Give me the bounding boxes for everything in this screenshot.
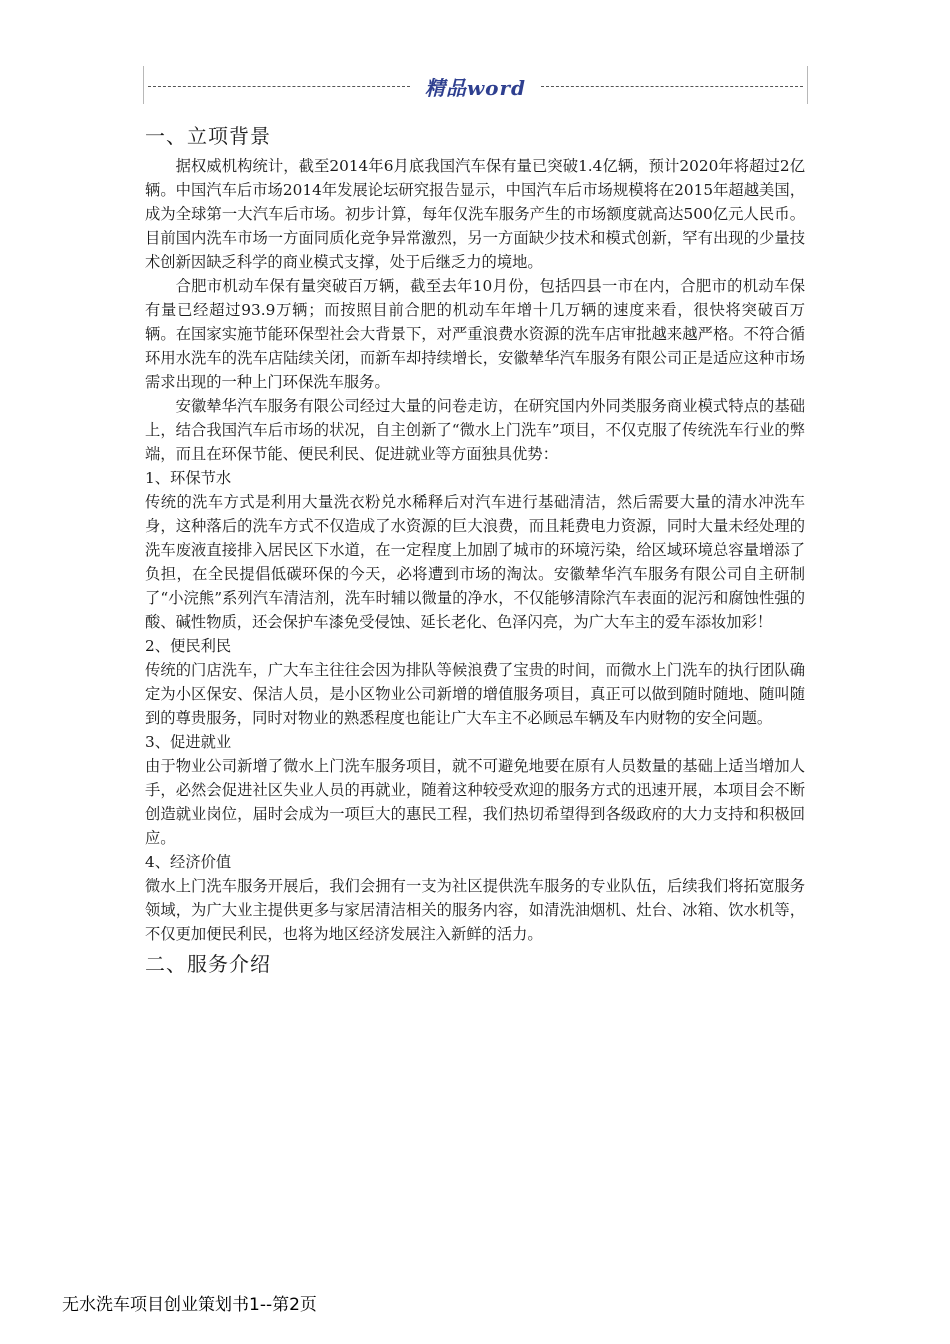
point-text-convenience: 传统的门店洗车，广大车主往往会因为排队等候浪费了宝贵的时间，而微水上门洗车的执行团队确定为小区保安、保洁人员，是小区物业公司新增的增值服务项目，真正可以做到随时随地、随叫随到的尊贵服务，同时对物业的熟悉程度也能让广大车主不必顾忌车辆及车内财物的安全问题。 bbox=[145, 661, 805, 727]
point-title-employment: 3、促进就业 bbox=[145, 733, 232, 751]
point-text-eco-water: 传统的洗车方式是利用大量洗衣粉兑水稀释后对汽车进行基础清洁，然后需要大量的清水冲洗车身，这种落后的洗车方式不仅造成了水资源的巨大浪费，而且耗费电力资源，同时大量未经处理的洗车废液直接排入居民区下水道，在一定程度上加剧了城市的环境污染，给区域环境总容量增添了负担，在全民提倡低碳环保的今天，必将遭到市场的淘汰。安徽辇华汽车服务有限公司自主研制了“小浣熊”系列汽车清洁剂，洗车时辅以微量的净水，不仅能够清除汽车表面的泥污和腐蚀性强的酸、碱性物质，还会保护车漆免受侵蚀、延长老化、色泽闪亮，为广大车主的爱车添妆加彩！ bbox=[145, 493, 805, 631]
header-title: 精品word bbox=[424, 76, 527, 100]
page-footer: 无水洗车项目创业策划书1--第2页 bbox=[62, 1295, 317, 1315]
point-text-economic-value: 微水上门洗车服务开展后，我们会拥有一支为社区提供洗车服务的专业队伍，后续我们将拓宽服务领域，为广大业主提供更多与家居清洁相关的服务内容，如清洗油烟机、灶台、冰箱、饮水机等，不仅更加便民利民，也将为地区经济发展注入新鲜的活力。 bbox=[145, 877, 805, 943]
header-dashed-line-right bbox=[541, 86, 803, 87]
background-paragraph-1: 据权威机构统计，截至2014年6月底我国汽车保有量已突破1.4亿辆，预计2020年将超过2亿辆。中国汽车后市场2014年发展论坛研究报告显示，中国汽车后市场规模将在2015年超越美国，成为全球第一大汽车后市场。初步计算，每年仅洗车服务产生的市场额度就高达500亿元人民币。目前国内洗车市场一方面同质化竞争异常激烈，另一方面缺少技术和模式创新，罕有出现的少量技术创新因缺乏科学的商业模式支撑，处于后继乏力的境地。 bbox=[145, 157, 805, 271]
background-paragraph-2: 合肥市机动车保有量突破百万辆，截至去年10月份，包括四县一市在内，合肥市的机动车保有量已经超过93.9万辆；而按照目前合肥的机动车年增十几万辆的速度来看，很快将突破百万辆。在国家实施节能环保型社会大背景下，对严重浪费水资源的洗车店审批越来越严格。不符合循环用水洗车的洗车店陆续关闭，而新车却持续增长，安徽辇华汽车服务有限公司正是适应这种市场需求出现的一种上门环保洗车服务。 bbox=[145, 277, 805, 391]
document-body bbox=[145, 118, 805, 982]
point-title-eco-water: 1、环保节水 bbox=[145, 469, 232, 487]
background-paragraph-3: 安徽辇华汽车服务有限公司经过大量的问卷走访，在研究国内外同类服务商业模式特点的基础上，结合我国汽车后市场的状况，自主创新了“微水上门洗车”项目，不仅克服了传统洗车行业的弊端，而且在环保节能、便民利民、促进就业等方面独具优势： bbox=[145, 397, 805, 463]
point-text-employment: 由于物业公司新增了微水上门洗车服务项目，就不可避免地要在原有人员数量的基础上适当增加人手，必然会促进社区失业人员的再就业，随着这种较受欢迎的服务方式的迅速开展，本项目会不断创造就业岗位，届时会成为一项巨大的惠民工程，我们热切希望得到各级政府的大力支持和积极回应。 bbox=[145, 757, 805, 847]
section-heading-background: 一、立项背景 bbox=[145, 124, 271, 148]
section-heading-service-intro: 二、服务介绍 bbox=[145, 952, 271, 976]
point-title-economic-value: 4、经济价值 bbox=[145, 853, 232, 871]
page-header bbox=[143, 66, 808, 104]
point-title-convenience: 2、便民利民 bbox=[145, 637, 232, 655]
